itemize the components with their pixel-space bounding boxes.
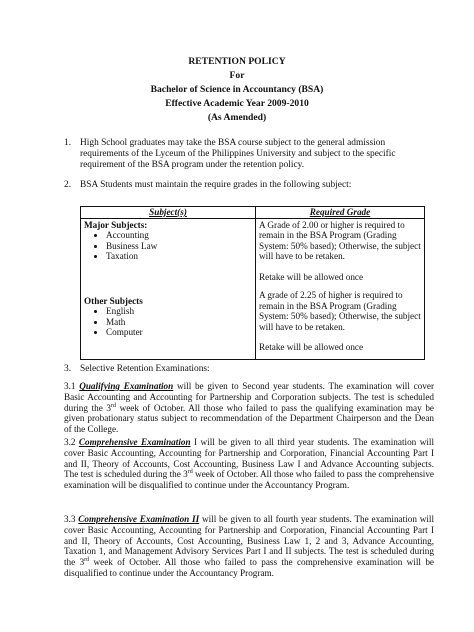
- comprehensive-examination-i-title: Comprehensive Examination: [78, 437, 191, 447]
- major-subjects-list: [84, 230, 252, 262]
- grade-cell: [256, 218, 425, 359]
- table-row: [81, 218, 425, 359]
- other-subjects-list: [84, 306, 252, 338]
- list-item: • Accounting: [106, 230, 252, 241]
- document-title: RETENTION POLICY: [188, 56, 286, 67]
- header-year: Effective Academic Year 2009-2010: [165, 98, 309, 109]
- major-grade-requirement: A Grade of 2.00 or higher is required to remain in the BSA Program (Grading System: 50% based); Otherwise, the subject will have to be retaken.: [259, 219, 421, 261]
- paragraph-3-1-number: 3.1: [64, 381, 76, 391]
- paragraph-3-3-number: 3.3: [64, 514, 76, 524]
- paragraph-3-2-number: 3.2: [64, 437, 76, 447]
- list-item: • English: [106, 306, 252, 317]
- other-subjects-heading: Other Subjects: [84, 295, 143, 306]
- item-1-text: High School graduates may take the BSA course subject to the general admission requirements of the Lyceum of the Philippines University and subject to the specific requirement of the BSA program under the retention policy.: [80, 138, 396, 170]
- item-2-text: BSA Students must maintain the require grades in the following subject:: [80, 180, 352, 190]
- required-grades-table: [80, 206, 425, 360]
- header-amended: (As Amended): [207, 112, 267, 123]
- paragraph-3-2: 3.2 Comprehensive Examination I will be given to all third year students. The examination will cover Basic Accounting, Accounting for Partnership and Corporation, Financial Accounting Part I and II, Theory of Accounts, Cost Accounting, Business Law I and Advance Accounting subjects. The test is scheduled during the 3rd week of October. All those who failed to pass the comprehensive examination will be disqualified to continue under the Accountancy Program.: [64, 437, 435, 491]
- table-header-row: [81, 207, 425, 219]
- list-item: • Math: [106, 317, 252, 328]
- paragraph-3-1: 3.1 Qualifying Examination will be given to Second year students. The examination will cover Basic Accounting and Accounting for Partnership and Corporation subjects. The test is scheduled during the 3rd week of October. All those who failed to pass the qualifying examination may be given probationary status subject to recommendation of the Department Chairperson and the Dean of the College.: [64, 381, 435, 435]
- comprehensive-examination-ii-title: Comprehensive Examination II: [78, 514, 200, 524]
- paragraph-3-3: 3.3 Comprehensive Examination II will be given to all fourth year students. The examination will cover Basic Accounting, Accounting for Partnership and Corporation, Financial Accounting Part I and II, Theory of Accounts, Cost Accounting, Business Law 1, 2 and 3, Advance Accounting, Taxation 1, and Management Advisory Services Part I and II subjects. The test is scheduled during the 3rd week of October. All those who failed to pass the comprehensive examination will be disqualified to continue under the Accountancy Program.: [64, 514, 434, 578]
- item-2-number: 2.: [64, 180, 72, 190]
- item-1-number: 1.: [64, 138, 72, 148]
- header-program: Bachelor of Science in Accountancy (BSA): [150, 84, 324, 95]
- other-grade-requirement: A grade of 2.25 of higher is required to remain in the BSA Program (Grading System: 50% based); Otherwise, the subject will have to be retaken.: [259, 290, 421, 332]
- subjects-column-header: Subject(s): [81, 207, 256, 219]
- list-item: • Taxation: [106, 251, 252, 262]
- other-retake-note: Retake will be allowed once: [259, 342, 364, 352]
- item-3-number: 3.: [64, 364, 72, 374]
- major-subjects-heading: Major Subjects:: [84, 219, 148, 230]
- grade-column-header: Required Grade: [256, 207, 425, 219]
- major-retake-note: Retake will be allowed once: [259, 271, 364, 282]
- item-3-text: Selective Retention Examinations:: [80, 364, 210, 374]
- list-item: • Computer: [106, 327, 252, 338]
- subjects-cell: [81, 218, 256, 359]
- qualifying-examination-title: Qualifying Examination: [79, 381, 174, 391]
- header-for: For: [229, 70, 245, 81]
- list-item: • Business Law: [106, 241, 252, 252]
